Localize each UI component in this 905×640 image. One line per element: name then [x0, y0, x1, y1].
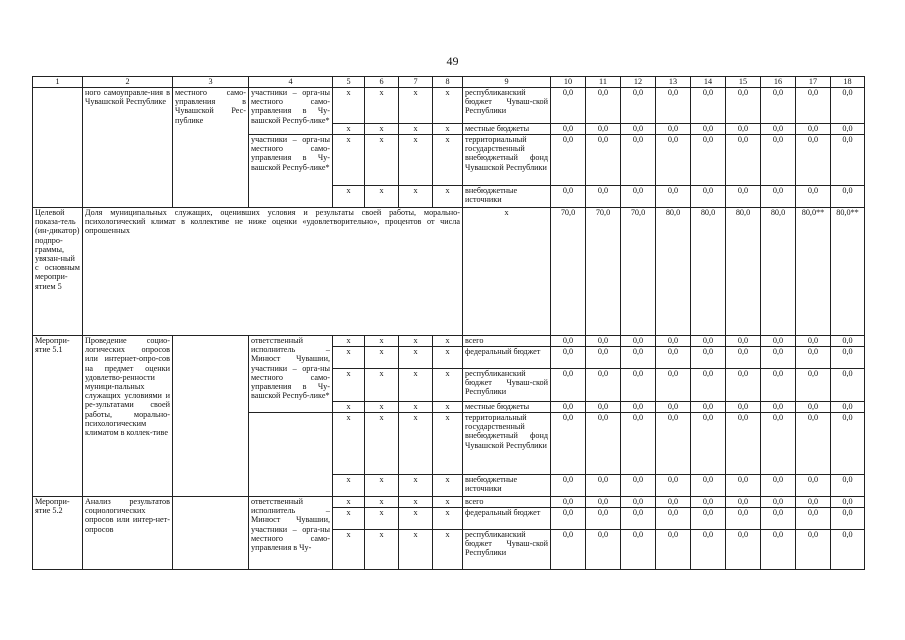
value-cell: 0,0 — [796, 475, 831, 497]
x-cell: х — [365, 508, 399, 530]
fund-source: республиканский бюджет Чуваш-ской Республики — [463, 88, 551, 124]
value-cell: 0,0 — [656, 413, 691, 475]
fund-source: внебюджетные источники — [463, 186, 551, 208]
value-cell: 0,0 — [831, 413, 865, 475]
value-cell: 0,0 — [551, 475, 586, 497]
value-cell: 0,0 — [586, 402, 621, 413]
column-header: 5 — [333, 77, 365, 88]
value-cell: 0,0 — [551, 530, 586, 570]
value-cell: 0,0 — [831, 530, 865, 570]
value-cell: 0,0 — [831, 135, 865, 186]
x-cell: х — [333, 402, 365, 413]
value-cell: 0,0 — [761, 124, 796, 135]
x-cell: х — [365, 475, 399, 497]
x-cell: х — [365, 186, 399, 208]
x-cell: х — [365, 347, 399, 369]
x-cell: х — [333, 186, 365, 208]
value-cell: 0,0 — [831, 475, 865, 497]
value-cell: 0,0 — [621, 135, 656, 186]
value-cell: 0,0 — [691, 530, 726, 570]
executor-text: ного самоуправле-ния в Чувашской Республике — [83, 88, 173, 208]
value-cell: 0,0 — [726, 186, 761, 208]
value-cell: 0,0 — [726, 508, 761, 530]
budget-table — [32, 76, 865, 570]
value-cell: 0,0 — [656, 135, 691, 186]
value-cell: 0,0 — [761, 413, 796, 475]
value-cell: 0,0 — [621, 413, 656, 475]
value-cell: 0,0 — [586, 186, 621, 208]
value-cell: 0,0 — [551, 497, 586, 508]
x-cell: х — [365, 369, 399, 402]
value-cell: 0,0 — [551, 369, 586, 402]
value-cell: 0,0 — [796, 402, 831, 413]
value-cell: 0,0 — [796, 135, 831, 186]
value-cell: 0,0 — [761, 336, 796, 347]
x-cell: х — [365, 530, 399, 570]
value-cell: 0,0 — [586, 475, 621, 497]
measure-label: Меропри-ятие 5.1 — [33, 336, 83, 497]
value-cell: 0,0 — [726, 369, 761, 402]
x-cell: х — [433, 402, 463, 413]
indicator-value: 70,0 — [621, 208, 656, 336]
page-number: 49 — [446, 54, 459, 68]
value-cell: 0,0 — [691, 369, 726, 402]
table-row — [33, 88, 865, 124]
value-cell: 0,0 — [586, 508, 621, 530]
value-cell: 0,0 — [621, 186, 656, 208]
x-cell: х — [333, 124, 365, 135]
value-cell: 0,0 — [726, 336, 761, 347]
fund-source: республиканский бюджет Чуваш-ской Республики — [463, 369, 551, 402]
value-cell: 0,0 — [621, 475, 656, 497]
value-cell: 0,0 — [761, 186, 796, 208]
value-cell: 0,0 — [621, 88, 656, 124]
value-cell: 0,0 — [551, 402, 586, 413]
value-cell: 0,0 — [656, 530, 691, 570]
value-cell: 0,0 — [796, 413, 831, 475]
fund-source: местные бюджеты — [463, 124, 551, 135]
value-cell: 0,0 — [831, 186, 865, 208]
value-cell: 0,0 — [551, 186, 586, 208]
x-cell: х — [399, 124, 433, 135]
value-cell: 0,0 — [656, 369, 691, 402]
value-cell: 0,0 — [551, 336, 586, 347]
fund-source: федеральный бюджет — [463, 508, 551, 530]
value-cell: 0,0 — [761, 497, 796, 508]
value-cell: 0,0 — [621, 530, 656, 570]
value-cell: 0,0 — [691, 508, 726, 530]
value-cell: 0,0 — [621, 508, 656, 530]
value-cell: 0,0 — [621, 369, 656, 402]
measure-5-1-row — [33, 336, 865, 347]
value-cell: 0,0 — [831, 88, 865, 124]
value-cell: 0,0 — [586, 135, 621, 186]
blank-cell — [249, 413, 333, 497]
x-cell: х — [433, 475, 463, 497]
value-cell: 0,0 — [726, 530, 761, 570]
x-cell: х — [399, 508, 433, 530]
value-cell: 0,0 — [761, 508, 796, 530]
x-cell: х — [333, 413, 365, 475]
header-row — [33, 77, 865, 88]
value-cell: 0,0 — [621, 124, 656, 135]
value-cell: 0,0 — [656, 475, 691, 497]
value-cell: 0,0 — [656, 508, 691, 530]
x-cell: х — [365, 336, 399, 347]
x-cell: х — [333, 88, 365, 124]
value-cell: 0,0 — [691, 135, 726, 186]
fund-source: территориальный государственный внебюджетный фонд Чувашской Республики — [463, 135, 551, 186]
x-cell: х — [333, 347, 365, 369]
fund-source: территориальный государственный внебюджетный фонд Чувашской Республики — [463, 413, 551, 475]
value-cell: 0,0 — [761, 135, 796, 186]
column-header: 17 — [796, 77, 831, 88]
value-cell: 0,0 — [831, 402, 865, 413]
x-cell: х — [365, 135, 399, 186]
value-cell: 0,0 — [586, 530, 621, 570]
measure-label: Меропри-ятие 5.2 — [33, 497, 83, 570]
value-cell: 0,0 — [586, 369, 621, 402]
x-cell: х — [399, 135, 433, 186]
value-cell: 0,0 — [551, 135, 586, 186]
x-cell: х — [399, 413, 433, 475]
x-cell: х — [433, 124, 463, 135]
fund-source: местные бюджеты — [463, 402, 551, 413]
value-cell: 0,0 — [831, 347, 865, 369]
value-cell: 0,0 — [726, 124, 761, 135]
x-cell: х — [333, 135, 365, 186]
value-cell: 0,0 — [796, 497, 831, 508]
value-cell: 0,0 — [726, 135, 761, 186]
indicator-label: Целевой показа-тель (ин-дикатор) подпро-граммы, увязан-ный с основным меропри-ятием 5 — [33, 208, 83, 336]
value-cell: 0,0 — [831, 336, 865, 347]
blank-cell — [173, 336, 249, 497]
column-header: 2 — [83, 77, 173, 88]
value-cell: 0,0 — [796, 508, 831, 530]
indicator-value: 80,0 — [761, 208, 796, 336]
x-cell: х — [433, 88, 463, 124]
value-cell: 0,0 — [551, 347, 586, 369]
column-header: 9 — [463, 77, 551, 88]
x-cell: х — [399, 475, 433, 497]
value-cell: 0,0 — [656, 186, 691, 208]
column-header: 7 — [399, 77, 433, 88]
x-cell: х — [433, 497, 463, 508]
x-cell: х — [333, 369, 365, 402]
value-cell: 0,0 — [551, 508, 586, 530]
column-header: 18 — [831, 77, 865, 88]
x-cell: х — [433, 530, 463, 570]
x-cell: х — [333, 475, 365, 497]
column-header: 10 — [551, 77, 586, 88]
fund-source: внебюджетные источники — [463, 475, 551, 497]
value-cell: 0,0 — [796, 336, 831, 347]
x-cell: х — [333, 530, 365, 570]
fund-source: федеральный бюджет — [463, 347, 551, 369]
column-header: 15 — [726, 77, 761, 88]
x-cell: х — [463, 208, 551, 336]
value-cell: 0,0 — [831, 369, 865, 402]
x-cell: х — [433, 336, 463, 347]
value-cell: 0,0 — [551, 88, 586, 124]
value-cell: 0,0 — [586, 347, 621, 369]
x-cell: х — [399, 347, 433, 369]
value-cell: 0,0 — [691, 124, 726, 135]
value-cell: 0,0 — [796, 186, 831, 208]
value-cell: 0,0 — [796, 530, 831, 570]
target-indicator-row — [33, 208, 865, 336]
value-cell: 0,0 — [621, 347, 656, 369]
x-cell: х — [333, 497, 365, 508]
indicator-value: 80,0 — [726, 208, 761, 336]
x-cell: х — [399, 530, 433, 570]
x-cell: х — [333, 508, 365, 530]
value-cell: 0,0 — [761, 347, 796, 369]
value-cell: 0,0 — [796, 369, 831, 402]
value-cell: 0,0 — [691, 413, 726, 475]
value-cell: 0,0 — [656, 402, 691, 413]
value-cell: 0,0 — [761, 88, 796, 124]
indicator-value: 80,0 — [691, 208, 726, 336]
value-cell: 0,0 — [726, 402, 761, 413]
value-cell: 0,0 — [726, 347, 761, 369]
indicator-text: Доля муниципальных служащих, оценивших условия и результаты своей работы, морально-психологический климат в коллективе не ниже оценки «удовлетворительно», процентов от числа опрошенных — [83, 208, 463, 336]
x-cell: х — [365, 413, 399, 475]
x-cell: х — [433, 369, 463, 402]
blank-cell — [33, 88, 83, 208]
value-cell: 0,0 — [831, 497, 865, 508]
x-cell: х — [399, 369, 433, 402]
x-cell: х — [433, 186, 463, 208]
column-header: 1 — [33, 77, 83, 88]
x-cell: х — [399, 402, 433, 413]
column-header: 16 — [761, 77, 796, 88]
responsible-text: ответственный исполнитель – Минюст Чувашии, участники – орга-ны местного само-управления в Чу-вашской Респуб-лике* — [249, 336, 333, 413]
participants-text: участники – орга-ны местного само-управления в Чу-вашской Респуб-лике* — [249, 88, 333, 135]
column-header: 12 — [621, 77, 656, 88]
value-cell: 0,0 — [796, 124, 831, 135]
x-cell: х — [399, 497, 433, 508]
responsible-text: ответственный исполнитель – Минюст Чувашии, участники – орга-ны местного само-управления в Чу- — [249, 497, 333, 570]
value-cell: 0,0 — [831, 508, 865, 530]
x-cell: х — [365, 124, 399, 135]
measure-name: Анализ результатов социологических опросов или интер-нет-опросов — [83, 497, 173, 570]
x-cell: х — [399, 336, 433, 347]
value-cell: 0,0 — [586, 88, 621, 124]
value-cell: 0,0 — [761, 369, 796, 402]
value-cell: 0,0 — [586, 413, 621, 475]
column-header: 6 — [365, 77, 399, 88]
value-cell: 0,0 — [726, 88, 761, 124]
value-cell: 0,0 — [586, 124, 621, 135]
value-cell: 0,0 — [586, 497, 621, 508]
indicator-value: 80,0 — [656, 208, 691, 336]
value-cell: 0,0 — [761, 530, 796, 570]
column-header: 13 — [656, 77, 691, 88]
indicator-value: 80,0** — [831, 208, 865, 336]
value-cell: 0,0 — [691, 475, 726, 497]
x-cell: х — [433, 347, 463, 369]
fund-source: всего — [463, 497, 551, 508]
value-cell: 0,0 — [691, 336, 726, 347]
x-cell: х — [365, 88, 399, 124]
value-cell: 0,0 — [621, 497, 656, 508]
column-header: 8 — [433, 77, 463, 88]
indicator-value: 80,0** — [796, 208, 831, 336]
x-cell: х — [433, 508, 463, 530]
value-cell: 0,0 — [586, 336, 621, 347]
value-cell: 0,0 — [726, 475, 761, 497]
column-header: 14 — [691, 77, 726, 88]
column-header: 4 — [249, 77, 333, 88]
x-cell: х — [433, 413, 463, 475]
value-cell: 0,0 — [796, 347, 831, 369]
value-cell: 0,0 — [831, 124, 865, 135]
column-header: 11 — [586, 77, 621, 88]
fund-source: всего — [463, 336, 551, 347]
indicator-value: 70,0 — [586, 208, 621, 336]
value-cell: 0,0 — [656, 347, 691, 369]
x-cell: х — [433, 135, 463, 186]
column-header: 3 — [173, 77, 249, 88]
value-cell: 0,0 — [761, 402, 796, 413]
value-cell: 0,0 — [691, 186, 726, 208]
x-cell: х — [365, 497, 399, 508]
value-cell: 0,0 — [656, 88, 691, 124]
value-cell: 0,0 — [656, 497, 691, 508]
measure-5-2-row — [33, 497, 865, 508]
indicator-value: 70,0 — [551, 208, 586, 336]
value-cell: 0,0 — [691, 88, 726, 124]
value-cell: 0,0 — [656, 124, 691, 135]
value-cell: 0,0 — [621, 402, 656, 413]
value-cell: 0,0 — [726, 497, 761, 508]
measure-name: Проведение социо-логических опросов или интернет-опро-сов на предмет оценки удовлетво-ренности муници-пальных служащих условиями и ре-зультатами своей работы, морально-психологическим климатом в коллек-тиве — [83, 336, 173, 497]
executor-text: местного само-управления в Чувашской Рес-публике — [173, 88, 249, 208]
participants-text: участники – орга-ны местного само-управления в Чу-вашской Респуб-лике* — [249, 135, 333, 208]
value-cell: 0,0 — [761, 475, 796, 497]
value-cell: 0,0 — [796, 88, 831, 124]
value-cell: 0,0 — [551, 413, 586, 475]
fund-source: республиканский бюджет Чуваш-ской Республики — [463, 530, 551, 570]
value-cell: 0,0 — [621, 336, 656, 347]
value-cell: 0,0 — [691, 402, 726, 413]
value-cell: 0,0 — [691, 497, 726, 508]
blank-cell — [173, 497, 249, 570]
x-cell: х — [365, 402, 399, 413]
x-cell: х — [333, 336, 365, 347]
value-cell: 0,0 — [726, 413, 761, 475]
x-cell: х — [399, 88, 433, 124]
x-cell: х — [399, 186, 433, 208]
value-cell: 0,0 — [656, 336, 691, 347]
value-cell: 0,0 — [551, 124, 586, 135]
value-cell: 0,0 — [691, 347, 726, 369]
